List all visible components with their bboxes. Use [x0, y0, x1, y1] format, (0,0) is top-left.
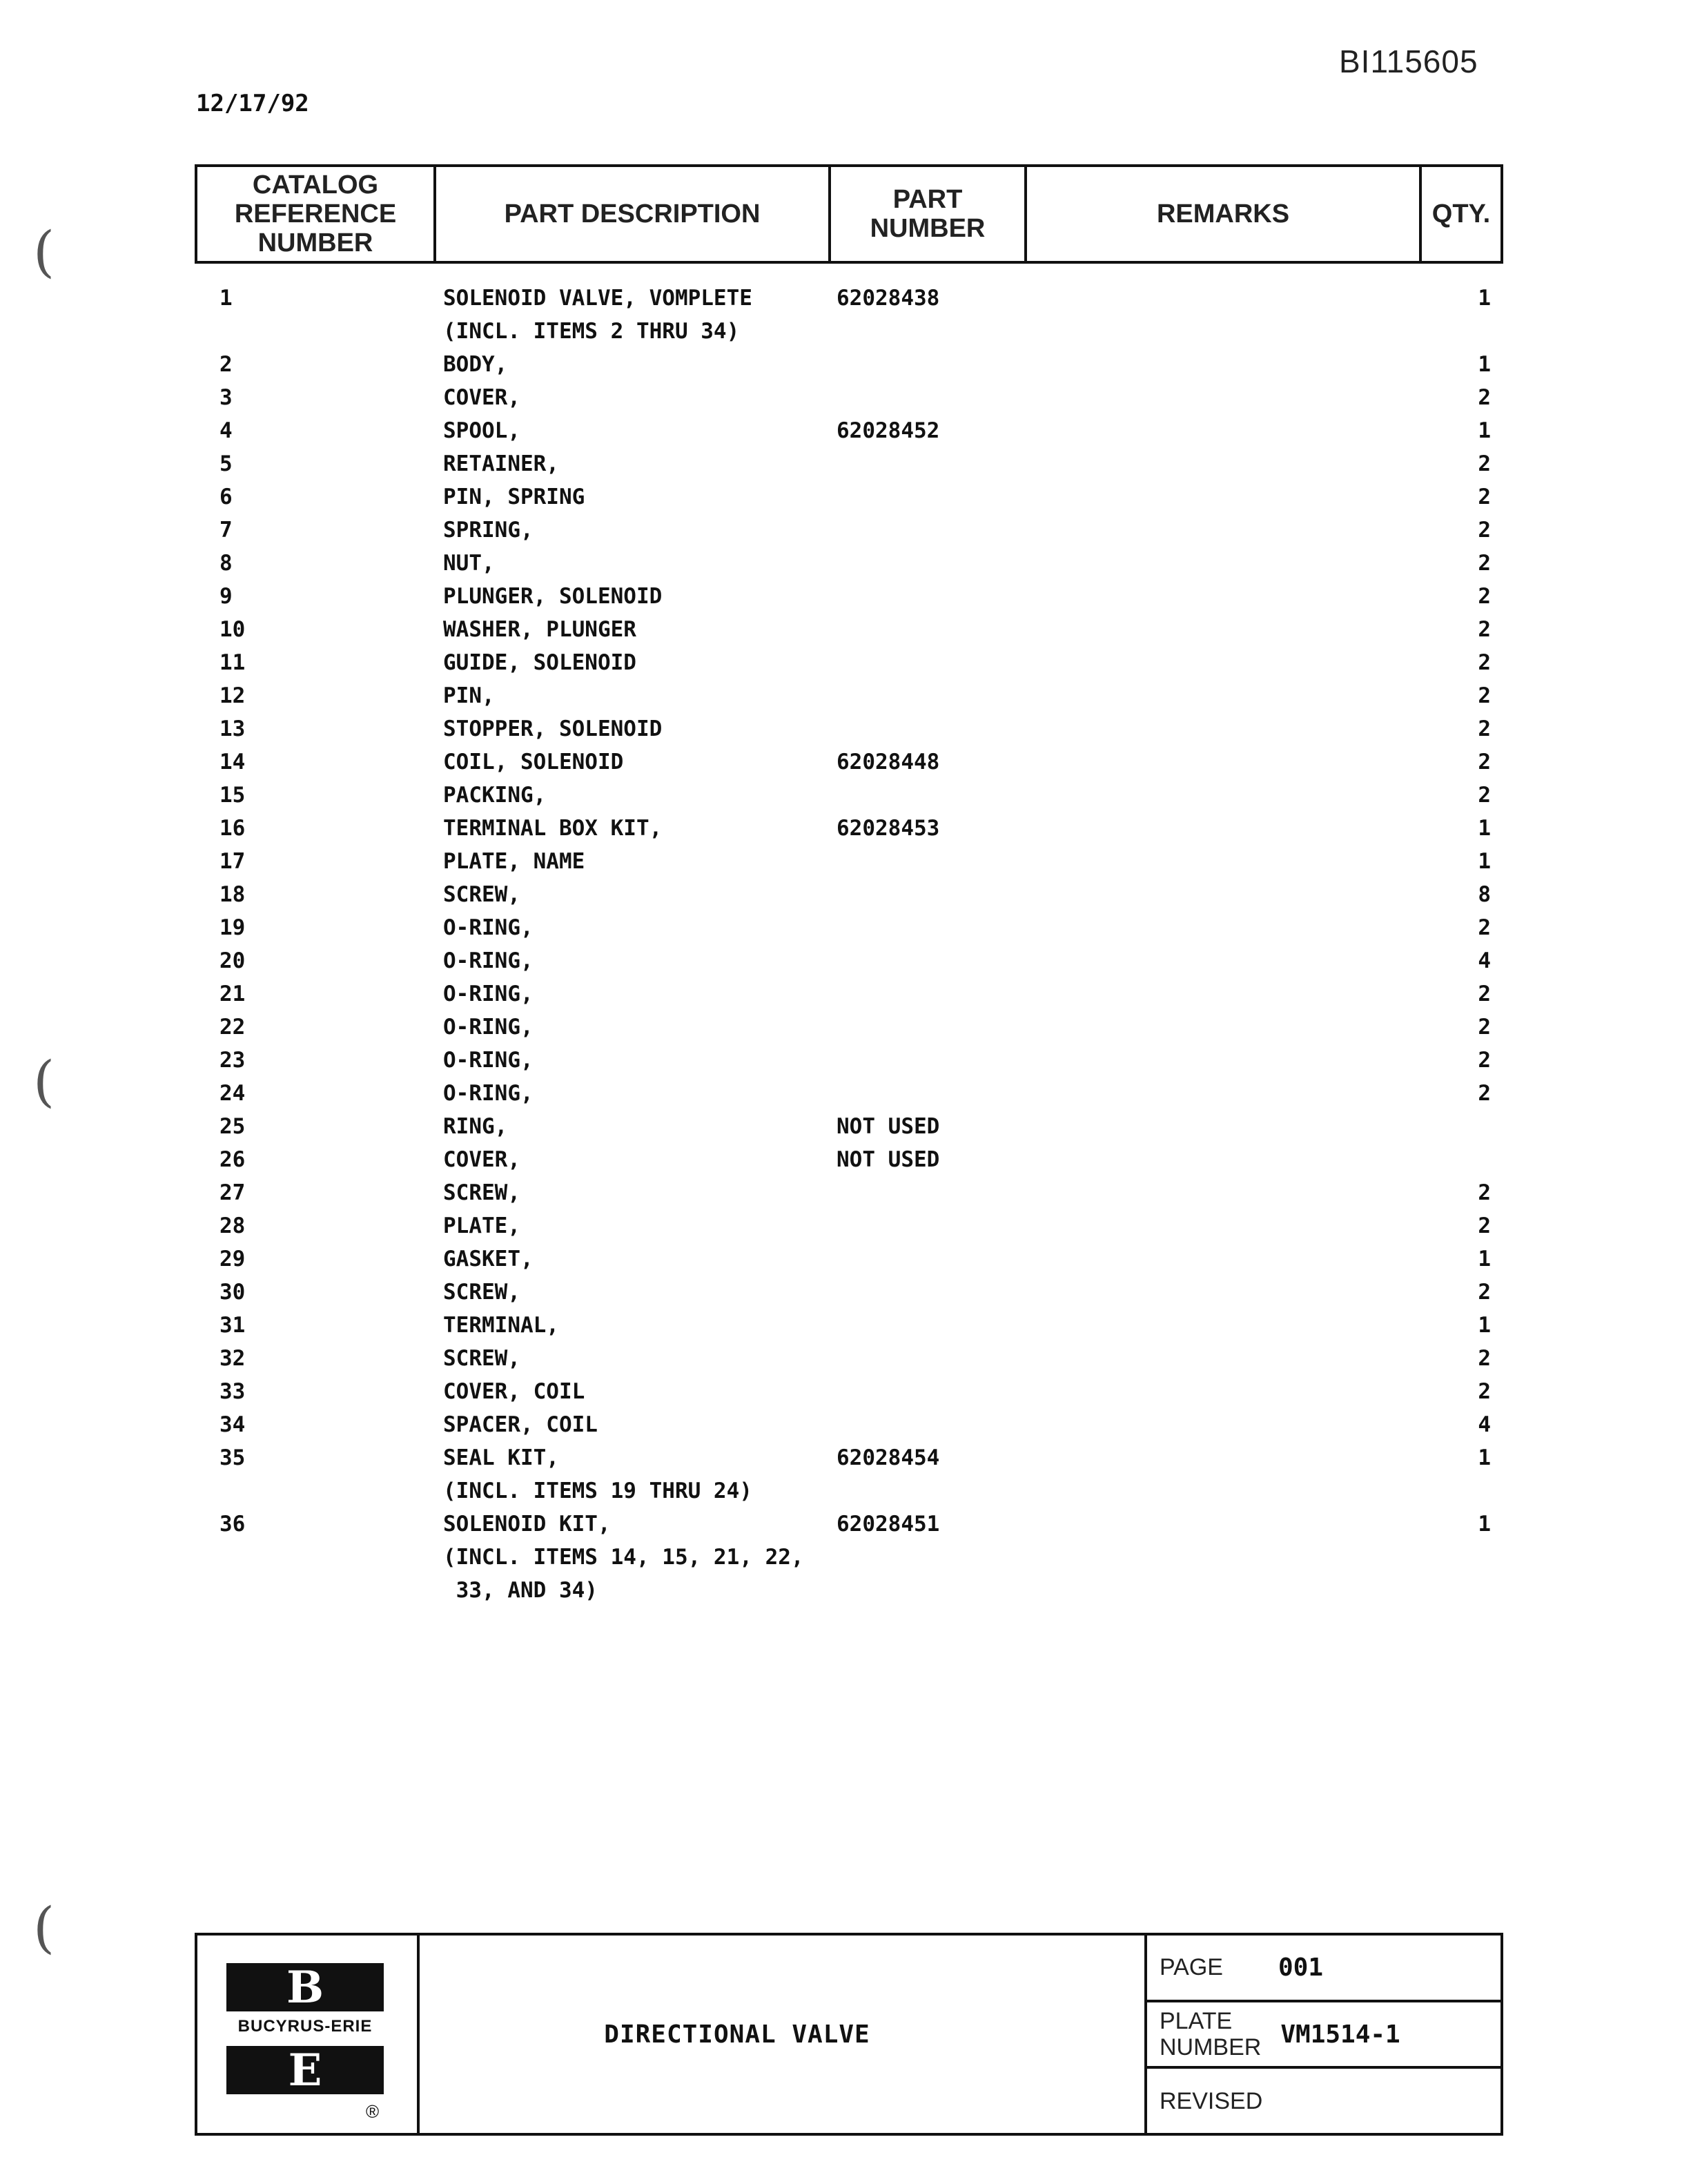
table-row	[0, 580, 1691, 613]
part-description-cell: GUIDE, SOLENOID	[443, 650, 636, 675]
catalog-ref-cell: 16	[219, 816, 246, 841]
catalog-ref-cell: 6	[219, 485, 233, 509]
table-row	[0, 1574, 1691, 1607]
table-row	[0, 1209, 1691, 1242]
catalog-ref-cell: 3	[219, 385, 233, 410]
part-description-cell: O-RING,	[443, 948, 534, 973]
part-description-cell: SCREW,	[443, 1346, 520, 1371]
qty-cell: 2	[1478, 1213, 1491, 1238]
header-remarks-label: REMARKS	[1156, 199, 1290, 228]
table-row	[0, 1011, 1691, 1044]
part-description-cell: SEAL KIT,	[443, 1445, 559, 1470]
part-number-cell: NOT USED	[837, 1147, 940, 1172]
qty-cell: 1	[1478, 1247, 1491, 1271]
part-description-cell: GASKET,	[443, 1247, 534, 1271]
table-row	[0, 381, 1691, 414]
part-description-cell: TERMINAL,	[443, 1313, 559, 1338]
table-row	[0, 1242, 1691, 1276]
table-row	[0, 911, 1691, 944]
catalog-ref-cell: 14	[219, 750, 246, 774]
part-description-cell: O-RING,	[443, 982, 534, 1006]
qty-cell: 2	[1478, 1180, 1491, 1205]
qty-cell: 4	[1478, 948, 1491, 973]
qty-cell: 1	[1478, 286, 1491, 311]
qty-cell: 2	[1478, 1346, 1491, 1371]
table-row	[0, 315, 1691, 348]
header-part-number-label: PART NUMBER	[870, 185, 986, 243]
qty-cell: 2	[1478, 518, 1491, 543]
catalog-ref-cell: 13	[219, 716, 246, 741]
table-row	[0, 779, 1691, 812]
part-description-cell: PACKING,	[443, 783, 547, 808]
catalog-ref-cell: 21	[219, 982, 246, 1006]
qty-cell: 2	[1478, 783, 1491, 808]
margin-punch-mark: (	[33, 1895, 55, 1960]
qty-cell: 2	[1478, 451, 1491, 476]
plate-number-value: VM1514-1	[1280, 2020, 1400, 2049]
catalog-ref-cell: 30	[219, 1280, 246, 1305]
table-row	[0, 480, 1691, 514]
title-block	[195, 1933, 1503, 2136]
catalog-ref-cell: 7	[219, 518, 233, 543]
part-description-cell: RETAINER,	[443, 451, 559, 476]
margin-punch-mark: (	[33, 220, 55, 284]
part-number-cell: NOT USED	[837, 1114, 940, 1139]
qty-cell: 2	[1478, 1015, 1491, 1040]
catalog-ref-cell: 32	[219, 1346, 246, 1371]
part-description-cell: PLUNGER, SOLENOID	[443, 584, 663, 609]
catalog-ref-cell: 18	[219, 882, 246, 907]
table-row	[0, 1044, 1691, 1077]
catalog-ref-cell: 1	[219, 286, 233, 311]
qty-cell: 2	[1478, 485, 1491, 509]
table-row	[0, 1375, 1691, 1408]
part-description-cell: (INCL. ITEMS 14, 15, 21, 22,	[443, 1545, 804, 1570]
table-row	[0, 1276, 1691, 1309]
part-description-cell: COIL, SOLENOID	[443, 750, 624, 774]
header-part-number	[831, 167, 1027, 261]
qty-cell: 1	[1478, 1313, 1491, 1338]
catalog-ref-cell: 2	[219, 352, 233, 377]
table-row	[0, 1143, 1691, 1176]
part-description-cell: SOLENOID KIT,	[443, 1512, 611, 1537]
qty-cell: 2	[1478, 716, 1491, 741]
part-number-cell: 62028453	[837, 816, 940, 841]
catalog-ref-cell: 20	[219, 948, 246, 973]
part-description-cell: TERMINAL BOX KIT,	[443, 816, 663, 841]
table-row	[0, 712, 1691, 745]
revised-cell	[1147, 2069, 1501, 2133]
qty-cell: 2	[1478, 1081, 1491, 1106]
qty-cell: 1	[1478, 352, 1491, 377]
qty-cell: 2	[1478, 1280, 1491, 1305]
parts-table-header	[195, 164, 1503, 264]
table-row	[0, 547, 1691, 580]
part-number-cell: 62028438	[837, 286, 940, 311]
table-row	[0, 679, 1691, 712]
plate-number-cell	[1147, 2002, 1501, 2069]
qty-cell: 2	[1478, 1379, 1491, 1404]
qty-cell: 2	[1478, 584, 1491, 609]
assembly-title: DIRECTIONAL VALVE	[420, 1936, 1147, 2133]
table-row	[0, 878, 1691, 911]
part-description-cell: BODY,	[443, 352, 508, 377]
part-description-cell: O-RING,	[443, 1048, 534, 1073]
table-row	[0, 348, 1691, 381]
catalog-ref-cell: 4	[219, 418, 233, 443]
logo-company-name: BUCYRUS-ERIE	[237, 2017, 373, 2036]
part-description-cell: COVER, COIL	[443, 1379, 585, 1404]
plate-number-label: PLATE NUMBER	[1160, 2008, 1262, 2060]
qty-cell: 2	[1478, 617, 1491, 642]
catalog-ref-cell: 9	[219, 584, 233, 609]
catalog-ref-cell: 28	[219, 1213, 246, 1238]
margin-punch-mark: (	[33, 1049, 55, 1113]
catalog-ref-cell: 26	[219, 1147, 246, 1172]
parts-list	[0, 282, 1691, 1607]
table-row	[0, 1441, 1691, 1474]
qty-cell: 1	[1478, 816, 1491, 841]
part-description-cell: PLATE, NAME	[443, 849, 585, 874]
qty-cell: 1	[1478, 849, 1491, 874]
document-id: BI115605	[1339, 43, 1478, 79]
part-description-cell: SPRING,	[443, 518, 534, 543]
catalog-ref-cell: 5	[219, 451, 233, 476]
qty-cell: 2	[1478, 683, 1491, 708]
catalog-ref-cell: 22	[219, 1015, 246, 1040]
part-number-cell: 62028454	[837, 1445, 940, 1470]
catalog-ref-cell: 25	[219, 1114, 246, 1139]
table-row	[0, 1508, 1691, 1541]
logo-b-mark: B	[226, 1963, 384, 2011]
catalog-ref-cell: 31	[219, 1313, 246, 1338]
qty-cell: 2	[1478, 750, 1491, 774]
qty-cell: 4	[1478, 1412, 1491, 1437]
table-row	[0, 1110, 1691, 1143]
qty-cell: 1	[1478, 418, 1491, 443]
table-row	[0, 845, 1691, 878]
qty-cell: 2	[1478, 915, 1491, 940]
header-remarks	[1027, 167, 1422, 261]
catalog-ref-cell: 36	[219, 1512, 246, 1537]
table-row	[0, 1541, 1691, 1574]
part-description-cell: COVER,	[443, 385, 520, 410]
header-part-description-label: PART DESCRIPTION	[504, 199, 761, 228]
table-row	[0, 646, 1691, 679]
header-catalog-ref-label: CATALOG REFERENCE NUMBER	[234, 170, 397, 257]
table-row	[0, 944, 1691, 977]
part-description-cell: SCREW,	[443, 1280, 520, 1305]
table-row	[0, 447, 1691, 480]
catalog-ref-cell: 33	[219, 1379, 246, 1404]
part-number-cell: 62028448	[837, 750, 940, 774]
part-description-cell: O-RING,	[443, 1081, 534, 1106]
catalog-ref-cell: 8	[219, 551, 233, 576]
qty-cell: 2	[1478, 650, 1491, 675]
header-qty-label: QTY.	[1431, 199, 1491, 228]
catalog-ref-cell: 27	[219, 1180, 246, 1205]
table-row	[0, 745, 1691, 779]
qty-cell: 2	[1478, 551, 1491, 576]
part-description-cell: WASHER, PLUNGER	[443, 617, 636, 642]
part-description-cell: (INCL. ITEMS 2 THRU 34)	[443, 319, 740, 344]
table-row	[0, 514, 1691, 547]
table-row	[0, 613, 1691, 646]
registered-mark: ®	[366, 2101, 380, 2122]
catalog-ref-cell: 24	[219, 1081, 246, 1106]
part-description-cell: SCREW,	[443, 882, 520, 907]
revised-label: REVISED	[1160, 2087, 1263, 2114]
part-description-cell: O-RING,	[443, 1015, 534, 1040]
table-row	[0, 1309, 1691, 1342]
page-cell	[1147, 1936, 1501, 2002]
catalog-ref-cell: 12	[219, 683, 246, 708]
catalog-ref-cell: 10	[219, 617, 246, 642]
part-number-cell: 62028452	[837, 418, 940, 443]
title-block-info	[1147, 1936, 1501, 2133]
part-description-cell: PIN, SPRING	[443, 485, 585, 509]
part-number-cell: 62028451	[837, 1512, 940, 1537]
part-description-cell: PIN,	[443, 683, 495, 708]
table-row	[0, 812, 1691, 845]
part-description-cell: SPOOL,	[443, 418, 520, 443]
page-value: 001	[1278, 1953, 1323, 1982]
header-catalog-ref	[197, 167, 436, 261]
part-description-cell: SPACER, COIL	[443, 1412, 598, 1437]
company-logo	[197, 1936, 420, 2133]
table-row	[0, 414, 1691, 447]
catalog-ref-cell: 15	[219, 783, 246, 808]
document-date: 12/17/92	[196, 90, 309, 117]
part-description-cell: NUT,	[443, 551, 495, 576]
part-description-cell: RING,	[443, 1114, 508, 1139]
catalog-ref-cell: 23	[219, 1048, 246, 1073]
part-description-cell: O-RING,	[443, 915, 534, 940]
table-row	[0, 1474, 1691, 1508]
catalog-ref-cell: 35	[219, 1445, 246, 1470]
qty-cell: 1	[1478, 1445, 1491, 1470]
part-description-cell: COVER,	[443, 1147, 520, 1172]
qty-cell: 2	[1478, 385, 1491, 410]
table-row	[0, 1408, 1691, 1441]
table-row	[0, 282, 1691, 315]
part-description-cell: SOLENOID VALVE, VOMPLETE	[443, 286, 752, 311]
header-part-description	[436, 167, 831, 261]
catalog-ref-cell: 19	[219, 915, 246, 940]
part-description-cell: SCREW,	[443, 1180, 520, 1205]
part-description-cell: 33, AND 34)	[443, 1578, 598, 1603]
qty-cell: 1	[1478, 1512, 1491, 1537]
table-row	[0, 977, 1691, 1011]
part-description-cell: (INCL. ITEMS 19 THRU 24)	[443, 1479, 752, 1503]
qty-cell: 8	[1478, 882, 1491, 907]
table-row	[0, 1176, 1691, 1209]
catalog-ref-cell: 11	[219, 650, 246, 675]
header-qty	[1422, 167, 1501, 261]
logo-e-mark: E	[226, 2046, 384, 2094]
catalog-ref-cell: 34	[219, 1412, 246, 1437]
page-label: PAGE	[1160, 1954, 1223, 1981]
part-description-cell: PLATE,	[443, 1213, 520, 1238]
catalog-ref-cell: 29	[219, 1247, 246, 1271]
qty-cell: 2	[1478, 982, 1491, 1006]
table-row	[0, 1342, 1691, 1375]
part-description-cell: STOPPER, SOLENOID	[443, 716, 663, 741]
qty-cell: 2	[1478, 1048, 1491, 1073]
catalog-ref-cell: 17	[219, 849, 246, 874]
table-row	[0, 1077, 1691, 1110]
